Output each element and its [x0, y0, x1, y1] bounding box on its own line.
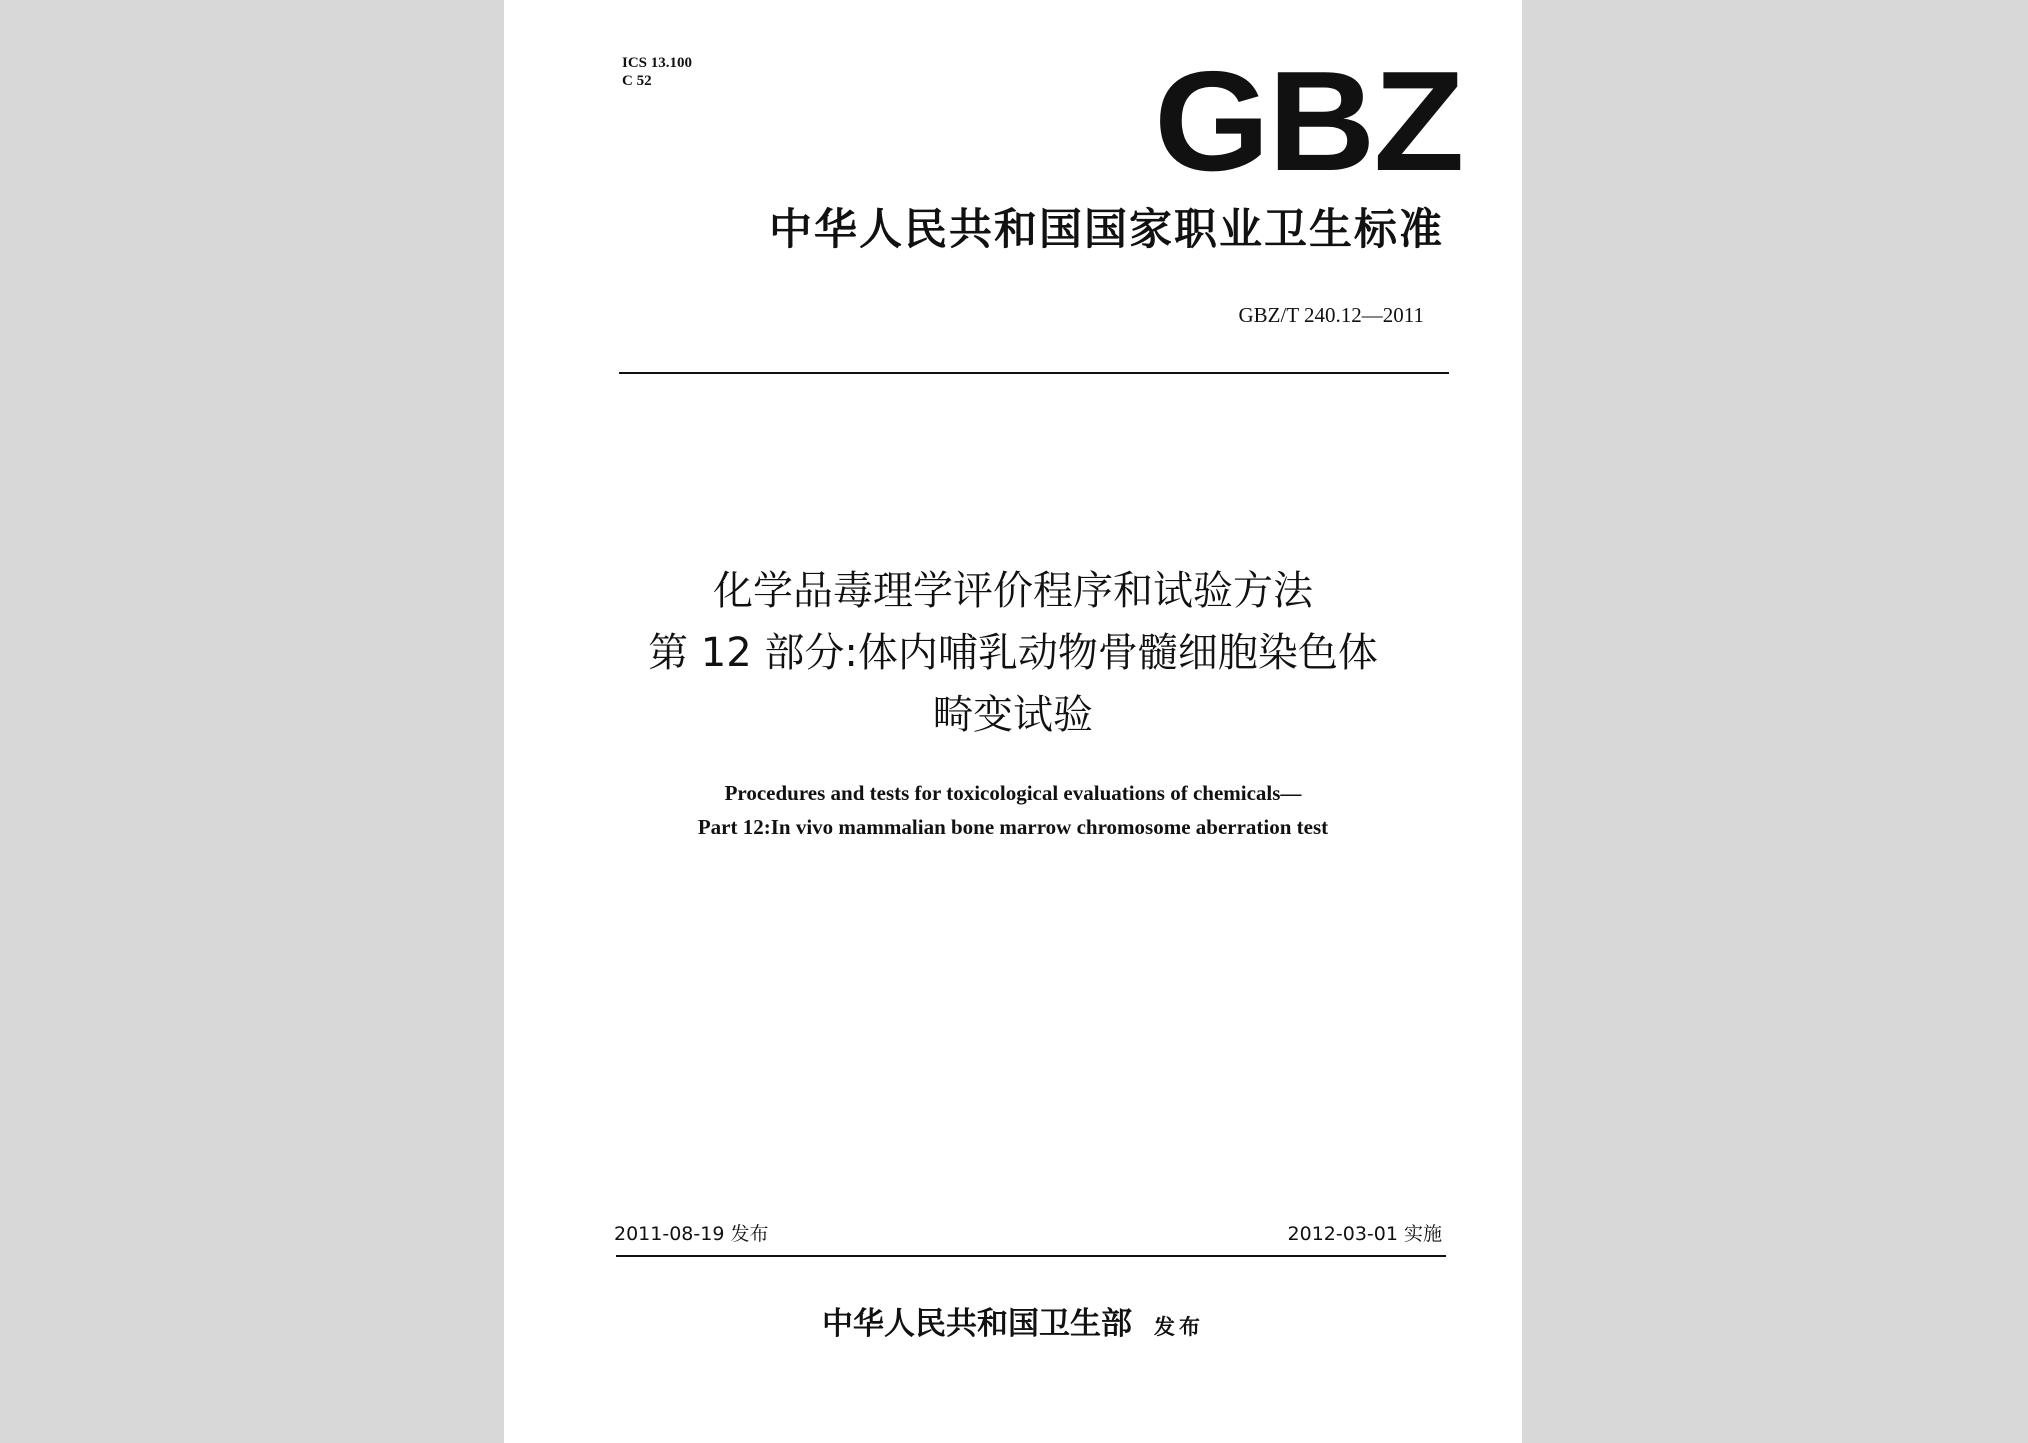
publisher-suffix: 发布 [1154, 1315, 1204, 1339]
gbz-logo: GBZ [1154, 66, 1463, 178]
footer-divider [616, 1255, 1446, 1257]
document-page [504, 0, 1522, 1443]
english-title-line-2: Part 12:In vivo mammalian bone marrow chromosome aberration test [697, 815, 1329, 839]
implementation-date: 2012-03-01 实施 [1287, 1223, 1442, 1245]
issue-date: 2011-08-19 发布 [614, 1223, 769, 1245]
publisher-name: 中华人民共和国卫生部 [822, 1306, 1132, 1342]
classification-codes [622, 54, 692, 90]
chinese-title-line-1: 化学品毒理学评价程序和试验方法 [713, 568, 1313, 614]
chinese-title-line-2: 第 12 部分:体内哺乳动物骨髓细胞染色体 [648, 630, 1378, 676]
english-title [564, 776, 1462, 844]
header-divider [619, 372, 1449, 374]
standard-number: GBZ/T 240.12—2011 [1238, 303, 1424, 327]
publisher-line [504, 1300, 1522, 1351]
chinese-title [564, 560, 1462, 746]
standard-category: 中华人民共和国国家职业卫生标准 [769, 205, 1444, 255]
ics-code: ICS 13.100 [622, 55, 693, 71]
english-title-line-1: Procedures and tests for toxicological evaluations of chemicals— [724, 781, 1302, 805]
chinese-title-line-3: 畸变试验 [933, 692, 1093, 738]
ccs-code: C 52 [622, 73, 652, 89]
